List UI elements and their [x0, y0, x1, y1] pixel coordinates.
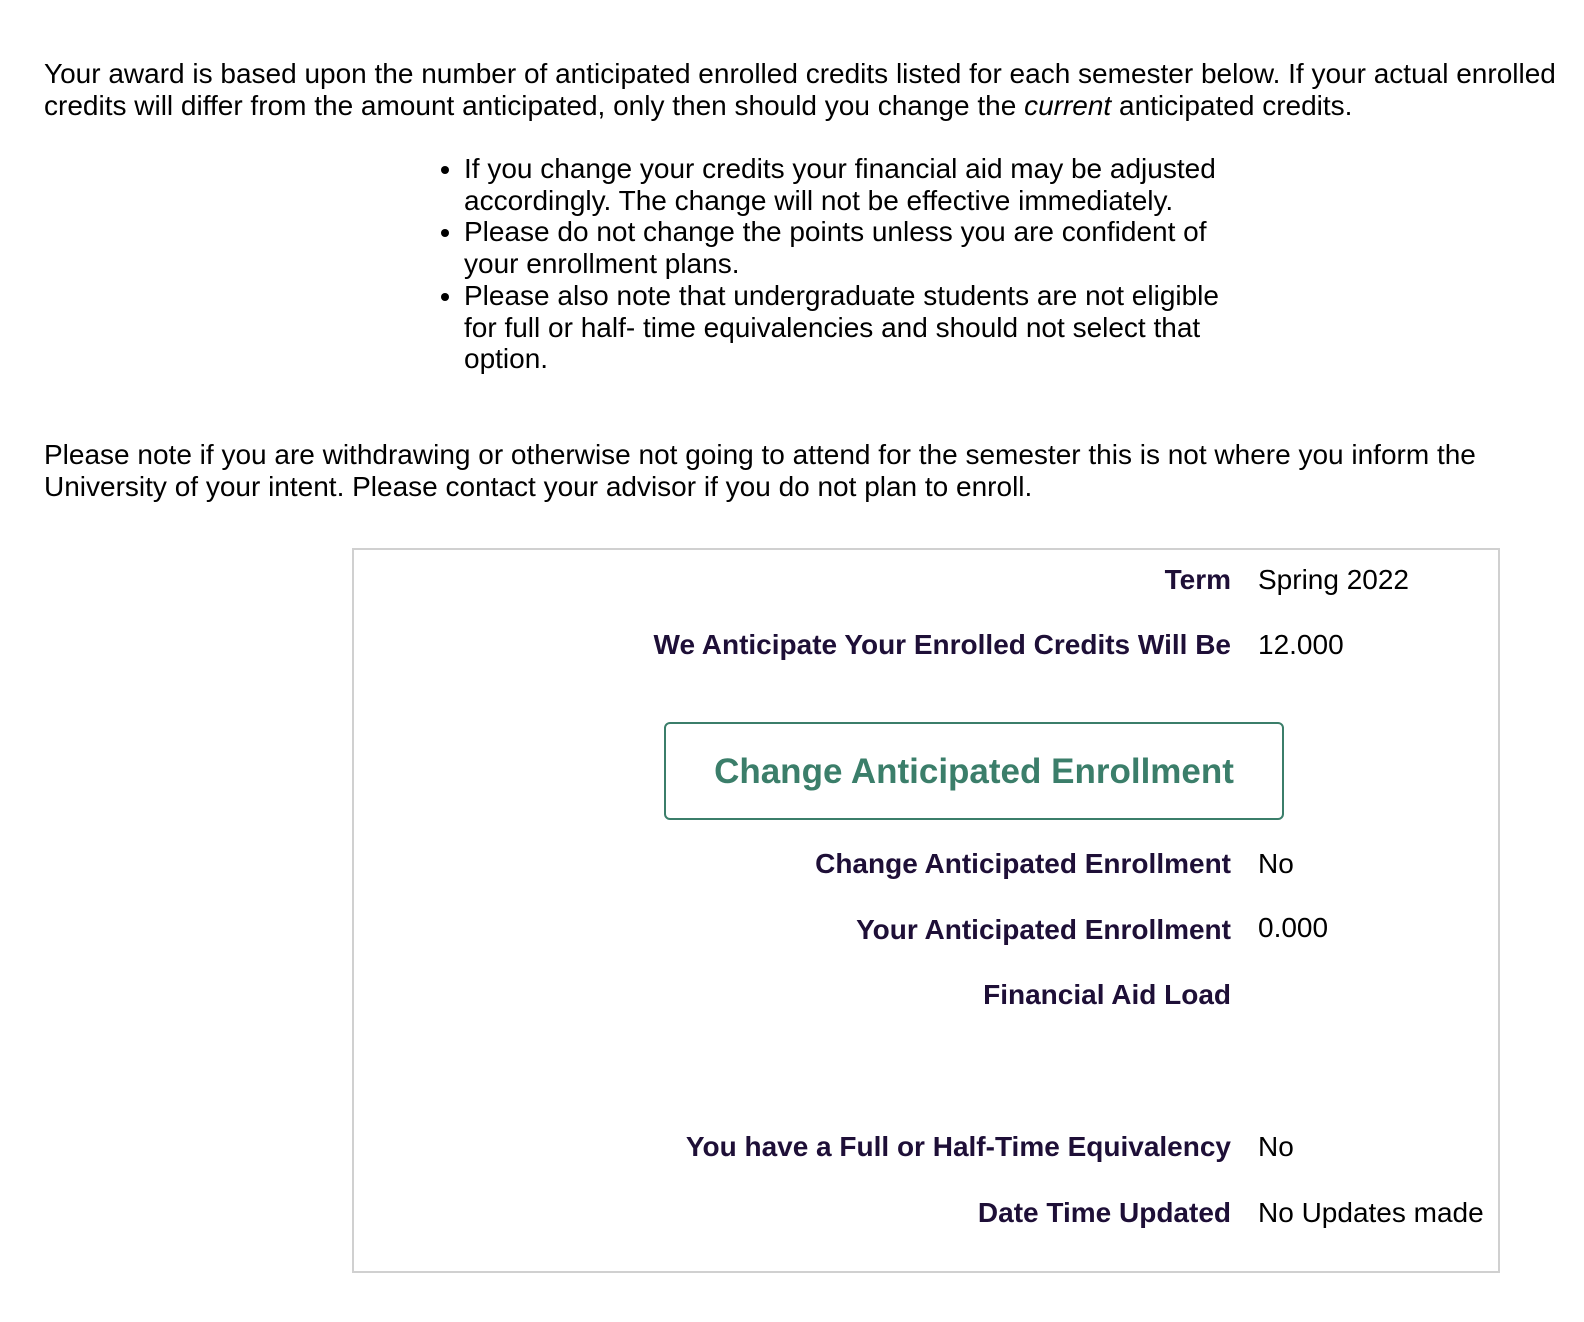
term-value: Spring 2022: [1258, 564, 1410, 595]
change-enrollment-value: No: [1258, 848, 1294, 879]
aid-load-label: Financial Aid Load: [983, 979, 1231, 1010]
intro-text-after: anticipated credits.: [1111, 90, 1353, 121]
date-updated-label: Date Time Updated: [977, 1197, 1231, 1228]
intro-emphasis: current: [1024, 90, 1112, 121]
note-item: • If you change your credits your financial aid may be adjusted accordingly. The change will not be effective immediately.: [464, 153, 1234, 216]
credit-change-notes: [432, 153, 1234, 375]
intro-text-before: Your award is based upon the number of anticipated enrolled credits listed for each semester below. If your actual enrolled credits will differ from the amount anticipated, only then should you change the: [44, 58, 1556, 121]
enrollment-panel: [352, 548, 1500, 1273]
date-updated-value: No Updates made: [1258, 1197, 1484, 1228]
anticipated-credits-label: We Anticipate Your Enrolled Credits Will Be: [653, 629, 1231, 660]
change-anticipated-enrollment-button[interactable]: Change Anticipated Enrollment: [664, 722, 1284, 820]
term-label: Term: [1164, 564, 1231, 595]
award-intro-text: [44, 58, 1564, 122]
change-enrollment-label: Change Anticipated Enrollment: [815, 848, 1231, 879]
note-item: • Please also note that undergraduate students are not eligible for full or half- time equivalencies and should not select that option.: [464, 280, 1234, 375]
anticipated-credits-value: 12.000: [1258, 629, 1344, 660]
equivalency-value: No: [1258, 1131, 1294, 1162]
withdrawal-note: Please note if you are withdrawing or otherwise not going to attend for the semester this is not where you inform the University of your intent. Please contact your advisor if you do not plan to enroll.: [44, 439, 1476, 502]
note-item: • Please do not change the points unless you are confident of your enrollment plans.: [464, 216, 1234, 279]
your-enrollment-value: 0.000: [1258, 912, 1329, 943]
your-enrollment-label: Your Anticipated Enrollment: [856, 914, 1231, 945]
equivalency-label: You have a Full or Half-Time Equivalency: [685, 1131, 1231, 1162]
